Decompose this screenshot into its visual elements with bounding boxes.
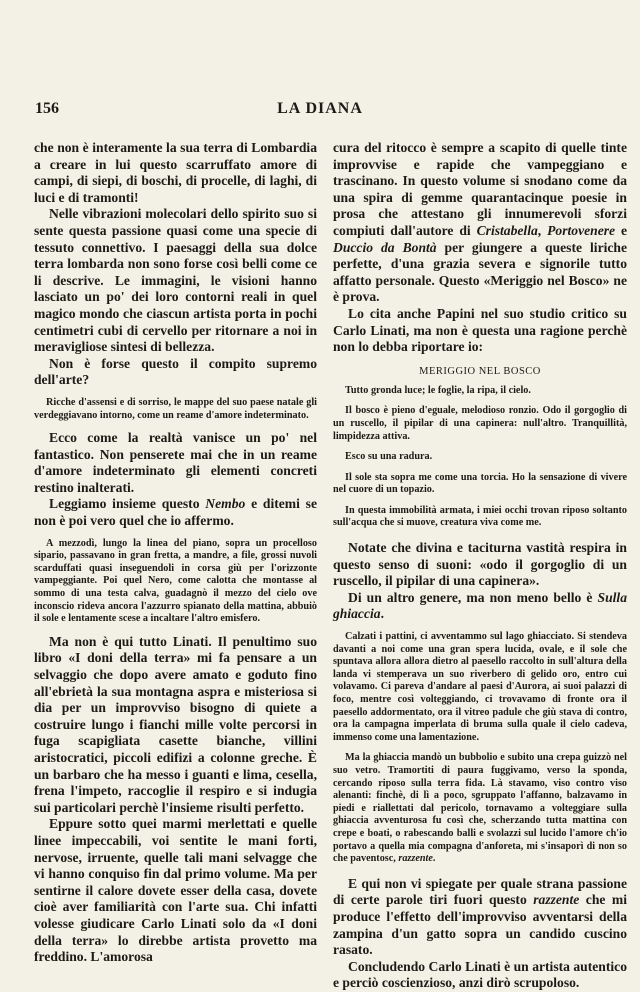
text-span: e <box>615 222 628 238</box>
page-number: 156 <box>35 100 59 117</box>
paragraph: che non è interamente la sua terra di Lombardia a creare in lui questo scarruffato amore di campi, di siepi, di boschi, di procelle, di laghi, di luci e di tramonti! <box>34 140 317 205</box>
left-column <box>34 140 317 966</box>
paragraph: Nelle vibrazioni molecolari dello spirito suo si sente questa passione quasi come una specie di tessuto connettivo. I paesaggi della sua dolce terra lombarda non sono forse così belli come ce li descrive. Le immagini, le visioni hanno lasciato un po' dei loro contorni reali in quel magico mondo che ciascun artista porta in pochi centimetri cubi di cervello per ritornare a noi in meravigliose sintesi di bellezza. <box>34 206 317 355</box>
text-span: Leggiamo insieme questo <box>49 496 206 512</box>
quotation-paragraph: Calzati i pattini, ci avventammo sul lago ghiacciato. Si stendeva davanti a noi come una gran spera lucida, ovale, e il sole che spuntava allora allora dietro al paesello raccolto in sull'altura della landa vi stemperava un suo riverbero di gelido oro, entro cui volavamo. Ci pareva d'andare al paesi d'Aurora, ai suoi palazzi di foco, mentre così volteggiando, ci trovavamo di fronte ora il paesello addormentato, ora il vitreo padule che giù stava di contro, ora la campagna imperlata di bruma sulla quale il cielo cadeva, immenso come una lamentazione. <box>333 631 627 743</box>
poem-line: Esco su una radura. <box>345 451 433 463</box>
paragraph: Ma non è qui tutto Linati. Il penultimo suo libro «I doni della terra» mi fa pensare a un selvaggio che dopo avere amato e goduto fino all'ebrietà la sua montagna aspra e misteriosa si dia per un improvviso bisogno di quiete a costruire lungo i fianchi mille volte percorsi in fuga scapigliata casette bianche, villini aristocratici, piccoli edifizi a colonne greche. È un barbaro che ha messo i guanti e lima, cesella, frena l'impeto, raccoglie il respiro e si indugia sui particolari perchè l'insieme risulti perfetto. <box>34 633 317 815</box>
text-span: Di un altro genere, ma non meno bello è <box>348 589 598 605</box>
paragraph: Ecco come la realtà vanisce un po' nel fantastico. Non penserete mai che in un reame d'amore indeterminato gli elementi concreti restino inalterati. <box>34 430 317 495</box>
work-title: Sulla ghiaccia <box>333 589 627 622</box>
poem-line: Il sole sta sopra me come una torcia. Ho la sensazione di vivere nel cuore di un topazio. <box>333 471 627 496</box>
emphasized-word: razzente <box>533 892 580 908</box>
paragraph: Non è forse questo il compito supremo dell'arte? <box>34 355 317 388</box>
text-span: Ma la ghiaccia mandò un bubbolio e subito una crepa guizzò nel suo vetro. Tramortiti di paura fuggivamo, verso la sponda, cercando riposo sulla terra fida. Là stavamo, viso contro viso alenanti: finchè, di lì a poco, sgruppato l'affanno, balzavamo in piedi e riallettati dal pericolo, tornavamo a volteggiare sulla ghiaccia avventurosa fu così che, scherzando tutta mattina con crepe e boati, o rabescando balli e svolazzi sul lucido l'amore ch'io portavo a quella mia compagna d'anforeta, mi s'insaporì di non so che paventosc, <box>333 752 627 865</box>
work-title: Duccio da Bontà <box>333 239 437 255</box>
text-span: . <box>432 853 436 865</box>
quotation: A mezzodì, lungo la linea del piano, sopra un procelloso sipario, passavano in gran fretta, a mandre, a file, grossi nuvoli scarduffati quasi inseguendoli in corsa giù per l'orizzonte vampeggiante. Poi quel Nero, come calotta che montasse al sommo di una testa calva, guadagnò il mezzo del cielo ove inconscio rideva ancora l'azzurro spianato della mattina, abbuiò il sole e lentamente scese a incaltare l'altro emisfero. <box>34 537 317 625</box>
work-title: Nembo <box>205 496 246 512</box>
quotation-paragraph <box>333 752 627 865</box>
right-column <box>333 140 627 992</box>
paragraph: Lo cita anche Papini nel suo studio critico su Carlo Linati, ma non è questa una ragione perchè non lo debba riportare io: <box>333 305 627 355</box>
poem <box>333 385 627 530</box>
text-span: cura del ritocco è sempre a scapito di quelle tinte improvvise e rapide che vampeggiano e trascinano. In questo volume si snodano come da una spira di gemme quarantacinque poesie in prosa che attestano gli innumerevoli sforzi compiuti dall'autore di <box>333 140 627 238</box>
paragraph <box>333 140 627 306</box>
work-title: Cristabella <box>476 222 538 238</box>
paragraph: Concludendo Carlo Linati è un artista autentico e perciò coscienzioso, anzi dirò scrupoloso. <box>333 958 627 991</box>
text-span: per giungere a queste liriche perfette, d'una grazia severa e signorile tutto affatto personale. Questo «Meriggio nel Bosco» ne è prova. <box>333 239 628 305</box>
paragraph <box>333 876 627 959</box>
poem-line: Il bosco è pieno d'eguale, melodioso ronzio. Odo il gorgoglio di un ruscello, il pipilar di una capinera: null'altro. Tranquillità, limpidezza attiva. <box>333 405 627 442</box>
text-span: che mi produce l'effetto dell'improvviso avventarsi della zampina d'un gatto sopra un candido cuscino rasato. <box>333 892 628 958</box>
poem-title: MERIGGIO NEL BOSCO <box>419 365 541 377</box>
poem-line: Tutto gronda luce; le foglie, la ripa, il cielo. <box>345 384 531 396</box>
running-title: LA DIANA <box>277 100 363 117</box>
quotation <box>333 631 627 866</box>
paragraph: Notate che divina e taciturna vastità respira in questo senso di suoni: «odo il gorgoglio di un ruscello, il pipilar di una capinera». <box>333 540 627 589</box>
emphasized-word: razzente <box>398 853 433 865</box>
text-span: e ditemi se non è poi vero quel che io affermo. <box>34 496 317 529</box>
text-span: E qui non vi spiegate per quale strana passione di certe parole tiri fuori questo <box>333 875 627 908</box>
paragraph <box>333 590 627 623</box>
poem-line: In questa immobilità armata, i miei occhi trovan riposo soltanto sull'acqua che si muove, creatura viva come me. <box>333 504 627 529</box>
text-span: . <box>380 606 384 622</box>
paragraph: Eppure sotto quei marmi merlettati e quelle linee impeccabili, voi sentite le mani forti, nervose, irruente, quelle tali mani selvagge che vi hanno conquiso fin dal primo volume. Ma per sentirne il calore dovete esser della casa, dovete cioè aver familiarità con l'arte sua. Chi infatti volesse giudicare Carlo Linati solo da «I doni della terra» lo direbbe artista provetto ma freddino. L'amorosa <box>34 816 317 965</box>
quotation: Ricche d'assensi e di sorriso, le mappe del suo paese natale gli verdeggiavano intorno, come un reame d'amore indeterminato. <box>34 396 317 421</box>
paragraph <box>34 496 317 529</box>
text-span: , <box>537 222 548 238</box>
work-title: Portovenere <box>547 222 616 238</box>
